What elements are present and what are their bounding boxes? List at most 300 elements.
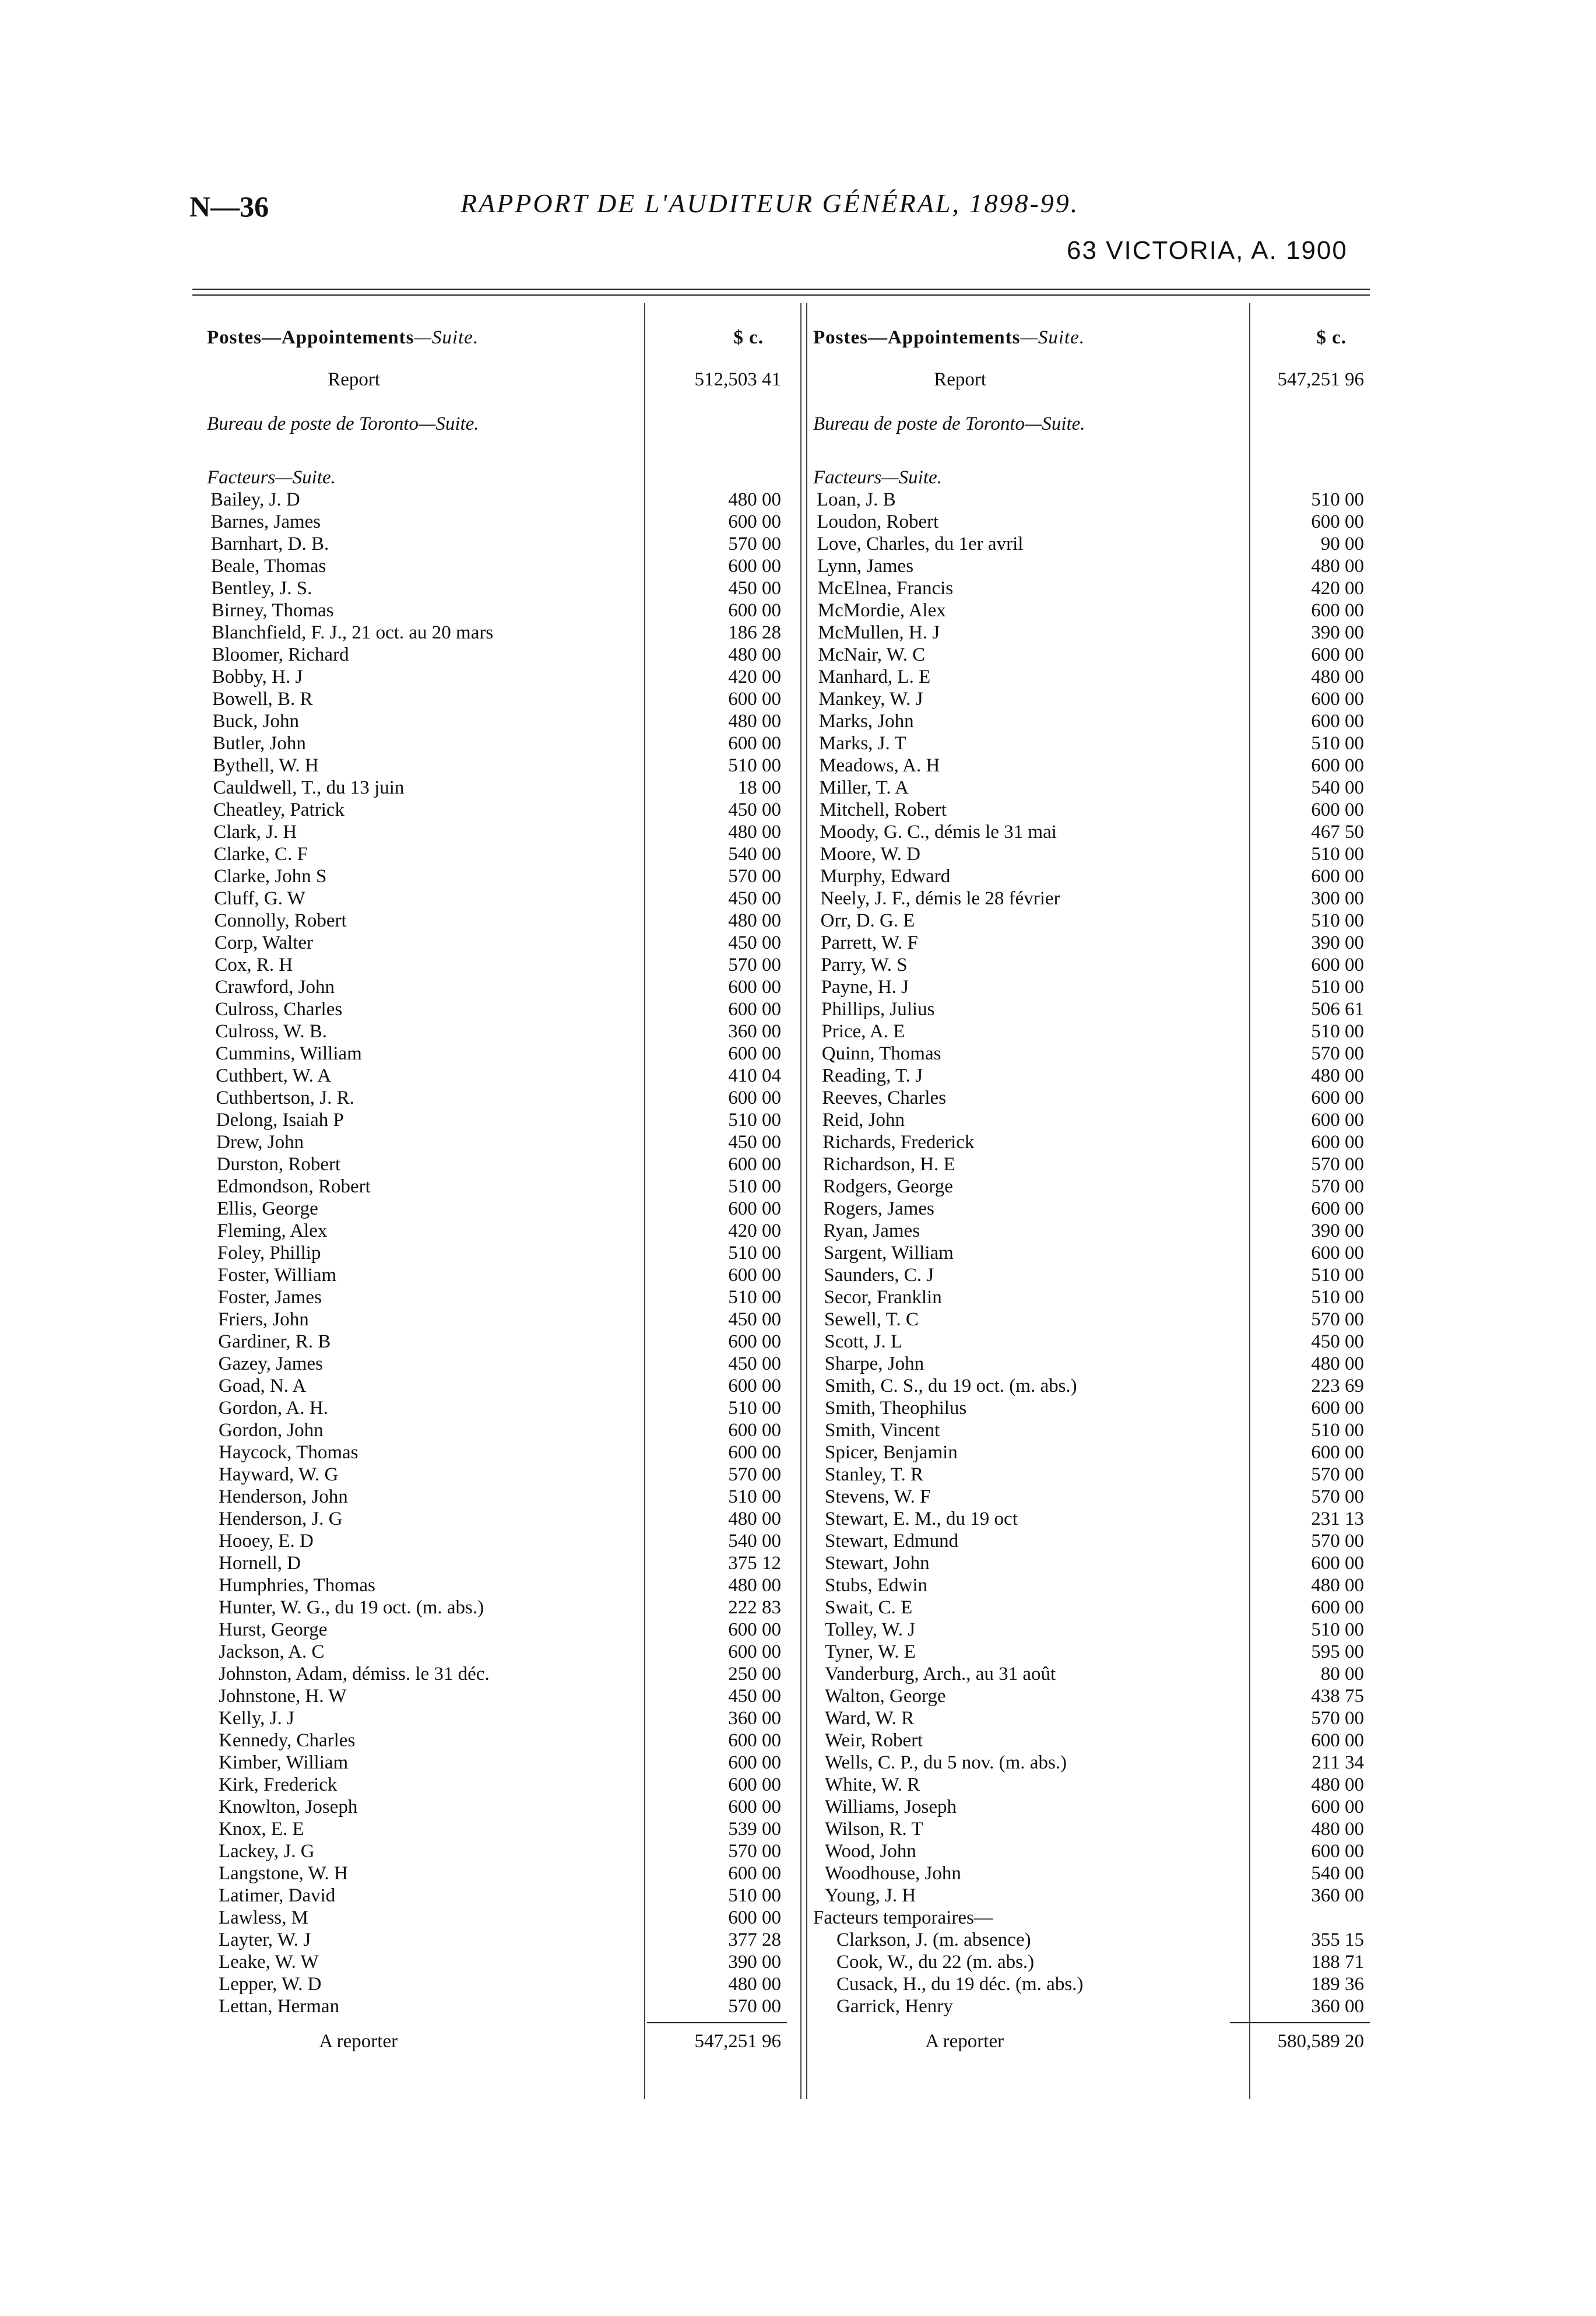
entry-amount: 600 00 — [1311, 1087, 1364, 1108]
office-subheading: Bureau de poste de Toronto—Suite. — [207, 413, 479, 434]
entry-name: Clark, J. H — [213, 822, 297, 843]
entry-amount: 600 00 — [728, 733, 781, 754]
entry-name: Hornell, D — [219, 1553, 301, 1574]
entry-name: Orr, D. G. E — [820, 910, 915, 931]
entry-amount: 450 00 — [728, 1686, 781, 1707]
entry-amount: 570 00 — [1311, 1486, 1364, 1507]
ledger-row — [207, 1729, 796, 1752]
entry-name: Johnstone, H. W — [219, 1686, 347, 1707]
entry-amount: 90 00 — [1320, 534, 1364, 555]
entry-amount: 420 00 — [728, 666, 781, 687]
entry-name: Hurst, George — [219, 1619, 328, 1640]
entry-name: Cauldwell, T., du 13 juin — [213, 777, 405, 798]
ledger-row — [813, 799, 1370, 821]
entry-amount: 600 00 — [728, 1043, 781, 1064]
entry-name: Gordon, John — [219, 1420, 324, 1441]
entry-amount: 360 00 — [1311, 1885, 1364, 1906]
entry-name: Moody, G. C., démis le 31 mai — [820, 822, 1057, 843]
ledger-row — [813, 1508, 1370, 1530]
entry-name: Rodgers, George — [822, 1176, 953, 1197]
ledger-row — [813, 1574, 1370, 1596]
ledger-row — [207, 976, 796, 998]
entry-name: Neely, J. F., démis le 28 février — [820, 888, 1060, 909]
ledger-row — [207, 1508, 796, 1530]
entry-name: Mankey, W. J — [818, 689, 923, 710]
entry-amount: 600 00 — [728, 600, 781, 621]
entry-name: Lettan, Herman — [219, 1996, 340, 2017]
ledger-row — [813, 1043, 1370, 1065]
entry-amount: 438 75 — [1311, 1686, 1364, 1707]
ledger-row — [813, 710, 1370, 732]
entry-name: Ryan, James — [823, 1220, 920, 1241]
section-label: Facteurs—Suite. — [813, 467, 942, 488]
ledger-row — [207, 577, 796, 599]
entry-name: Goad, N. A — [219, 1375, 307, 1396]
entry-name: Ellis, George — [217, 1198, 318, 1219]
ledger-row — [207, 1796, 796, 1818]
ledger-row — [207, 1242, 796, 1264]
entry-name: Corp, Walter — [215, 932, 314, 953]
ledger-row — [207, 1663, 796, 1685]
ledger-row — [207, 710, 796, 732]
entry-name: Vanderburg, Arch., au 31 août — [825, 1664, 1056, 1685]
entry-name: Culross, Charles — [215, 999, 343, 1020]
entry-name: Jackson, A. C — [219, 1641, 325, 1662]
entry-amount: 186 28 — [728, 622, 781, 643]
entry-name: Johnston, Adam, démiss. le 31 déc. — [219, 1664, 490, 1685]
ledger-row — [813, 1530, 1370, 1552]
entry-name: Garrick, Henry — [836, 1996, 953, 2017]
entry-amount: 600 00 — [728, 1331, 781, 1352]
entry-name: Lynn, James — [817, 556, 914, 577]
entry-name: Gordon, A. H. — [219, 1398, 328, 1419]
ledger-row — [813, 1596, 1370, 1619]
ledger-row — [813, 954, 1370, 976]
entry-name: Smith, Vincent — [825, 1420, 940, 1441]
ledger-row — [813, 1020, 1370, 1043]
entry-name: Sewell, T. C — [824, 1309, 919, 1330]
entry-name: Leake, W. W — [219, 1952, 319, 1973]
entry-name: Henderson, John — [219, 1486, 348, 1507]
entry-name: Haycock, Thomas — [219, 1442, 358, 1463]
ledger-row — [207, 932, 796, 954]
entry-name: Blanchfield, F. J., 21 oct. au 20 mars — [212, 622, 494, 643]
carry-forward-label: A reporter — [925, 2031, 1004, 2052]
entry-amount: 480 00 — [728, 1575, 781, 1596]
entry-name: Fleming, Alex — [217, 1220, 328, 1241]
entry-amount: 600 00 — [728, 1774, 781, 1795]
entry-name: Richards, Frederick — [822, 1132, 975, 1153]
ledger-row — [207, 599, 796, 622]
ledger-row — [207, 1109, 796, 1131]
entry-amount: 600 00 — [1311, 755, 1364, 776]
entry-amount: 480 00 — [1311, 666, 1364, 687]
entry-amount: 600 00 — [1311, 511, 1364, 532]
carry-forward-amount: 547,251 96 — [694, 2031, 781, 2052]
report-amount: 547,251 96 — [1277, 369, 1364, 390]
entry-amount: 540 00 — [728, 1531, 781, 1552]
entry-name: Tyner, W. E — [825, 1641, 916, 1662]
entry-name: Hayward, W. G — [219, 1464, 339, 1485]
ledger-row — [207, 1286, 796, 1308]
entry-amount: 570 00 — [1311, 1043, 1364, 1064]
ledger-row — [813, 622, 1370, 644]
entry-name: Bythell, W. H — [213, 755, 319, 776]
ledger-row — [813, 1286, 1370, 1308]
carry-forward-amount: 580,589 20 — [1277, 2031, 1364, 2052]
report-amount: 512,503 41 — [694, 369, 781, 390]
entry-amount: 600 00 — [728, 1907, 781, 1928]
entry-amount: 600 00 — [728, 689, 781, 710]
entry-amount: 480 00 — [728, 1508, 781, 1529]
entry-amount: 18 00 — [737, 777, 781, 798]
entry-name: Beale, Thomas — [211, 556, 326, 577]
entry-amount: 600 00 — [728, 1154, 781, 1175]
entry-amount: 480 00 — [728, 644, 781, 665]
entry-name: Bentley, J. S. — [211, 578, 312, 599]
ledger-row — [207, 1840, 796, 1862]
entry-name: Friers, John — [217, 1309, 309, 1330]
entry-name: Reading, T. J — [822, 1065, 923, 1086]
entry-amount: 480 00 — [728, 822, 781, 843]
temp-section-label: Facteurs temporaires— — [813, 1907, 993, 1928]
entry-name: Tolley, W. J — [825, 1619, 916, 1640]
ledger-row — [813, 1818, 1370, 1840]
office-subheading: Bureau de poste de Toronto—Suite. — [813, 413, 1085, 434]
section-label: Facteurs—Suite. — [207, 467, 336, 488]
entry-name: Reeves, Charles — [822, 1087, 947, 1108]
entry-amount: 570 00 — [1311, 1176, 1364, 1197]
entry-name: Lawless, M — [219, 1907, 308, 1928]
ledger-row — [207, 1641, 796, 1663]
entry-name: Scott, J. L — [824, 1331, 903, 1352]
ledger-row — [207, 1619, 796, 1641]
entry-name: Lepper, W. D — [219, 1974, 322, 1995]
ledger-row — [813, 1951, 1370, 1973]
ledger-row — [813, 887, 1370, 910]
entry-amount: 570 00 — [1311, 1531, 1364, 1552]
entry-amount: 539 00 — [728, 1819, 781, 1840]
report-label: Report — [328, 369, 381, 390]
entry-name: Williams, Joseph — [825, 1796, 957, 1817]
ledger-row — [207, 1153, 796, 1175]
entry-name: Butler, John — [212, 733, 306, 754]
ledger-row — [813, 1774, 1370, 1796]
entry-amount: 222 83 — [728, 1597, 781, 1618]
entry-amount: 480 00 — [1311, 1819, 1364, 1840]
entry-name: Stanley, T. R — [825, 1464, 923, 1485]
entry-name: Culross, W. B. — [215, 1021, 328, 1042]
entry-name: Woodhouse, John — [825, 1863, 961, 1884]
entry-amount: 480 00 — [728, 910, 781, 931]
entry-name: Foley, Phillip — [217, 1243, 321, 1264]
entry-amount: 480 00 — [1311, 1774, 1364, 1795]
entry-amount: 188 71 — [1311, 1952, 1364, 1973]
ledger-row — [207, 1308, 796, 1331]
entry-name: Cusack, H., du 19 déc. (m. abs.) — [836, 1974, 1084, 1995]
carry-forward-label: A reporter — [319, 2031, 398, 2052]
entry-name: Edmondson, Robert — [216, 1176, 371, 1197]
entry-amount: 570 00 — [1311, 1708, 1364, 1729]
entry-amount: 595 00 — [1311, 1641, 1364, 1662]
entry-name: McElnea, Francis — [817, 578, 954, 599]
entry-name: Phillips, Julius — [821, 999, 935, 1020]
entry-amount: 390 00 — [1311, 932, 1364, 953]
ledger-row — [813, 1198, 1370, 1220]
entry-name: Barnes, James — [210, 511, 321, 532]
ledger-row — [207, 489, 796, 511]
ledger-row — [813, 533, 1370, 555]
entry-amount: 600 00 — [1311, 1198, 1364, 1219]
entry-amount: 510 00 — [1311, 1420, 1364, 1441]
entry-name: Buck, John — [212, 711, 299, 732]
ledger-row — [813, 732, 1370, 755]
entry-amount: 510 00 — [728, 1287, 781, 1308]
entry-name: Smith, C. S., du 19 oct. (m. abs.) — [825, 1375, 1077, 1396]
entry-name: Kennedy, Charles — [219, 1730, 356, 1751]
entry-amount: 420 00 — [1311, 578, 1364, 599]
entry-name: Connolly, Robert — [214, 910, 347, 931]
entry-name: Barnhart, D. B. — [210, 534, 329, 555]
entry-name: Young, J. H — [825, 1885, 916, 1906]
entry-amount: 510 00 — [728, 755, 781, 776]
entry-amount: 467 50 — [1311, 822, 1364, 843]
entry-name: Hooey, E. D — [219, 1531, 314, 1552]
entry-name: Loan, J. B — [817, 489, 896, 510]
column-heading-suffix: —Suite. — [1020, 327, 1085, 348]
ledger-row — [813, 1308, 1370, 1331]
ledger-row — [207, 1752, 796, 1774]
entry-amount: 450 00 — [728, 1353, 781, 1374]
entry-amount: 510 00 — [1311, 489, 1364, 510]
column-heading — [813, 327, 1085, 349]
entry-amount: 600 00 — [1311, 600, 1364, 621]
entry-name: Price, A. E — [821, 1021, 905, 1042]
entry-amount: 570 00 — [728, 1464, 781, 1485]
ledger-row — [813, 1131, 1370, 1153]
entry-amount: 211 34 — [1312, 1752, 1364, 1773]
entry-name: Cox, R. H — [215, 955, 293, 975]
entry-amount: 410 04 — [728, 1065, 781, 1086]
entry-amount: 390 00 — [728, 1952, 781, 1973]
ledger-row — [813, 1109, 1370, 1131]
entry-amount: 600 00 — [728, 1442, 781, 1463]
entry-name: Manhard, L. E — [818, 666, 931, 687]
center-divider — [800, 303, 801, 2099]
ledger-row — [207, 644, 796, 666]
ledger-row — [813, 1264, 1370, 1286]
entry-name: Cuthbert, W. A — [216, 1065, 332, 1086]
entry-amount: 510 00 — [1311, 1287, 1364, 1308]
entry-amount: 600 00 — [728, 1420, 781, 1441]
entry-name: Gazey, James — [218, 1353, 323, 1374]
entry-amount: 450 00 — [728, 1309, 781, 1330]
entry-amount: 510 00 — [1311, 1021, 1364, 1042]
entry-amount: 231 13 — [1311, 1508, 1364, 1529]
entry-amount: 510 00 — [728, 1486, 781, 1507]
ledger-row — [207, 1131, 796, 1153]
entry-amount: 510 00 — [1311, 844, 1364, 865]
entry-name: Stevens, W. F — [825, 1486, 931, 1507]
entry-name: Marks, J. T — [818, 733, 906, 754]
ledger-row — [813, 489, 1370, 511]
entry-amount: 540 00 — [728, 844, 781, 865]
entry-name: McMullen, H. J — [818, 622, 940, 643]
entry-amount: 506 61 — [1311, 999, 1364, 1020]
entry-name: Murphy, Edward — [820, 866, 951, 887]
entry-name: Layter, W. J — [219, 1929, 311, 1950]
ledger-row — [207, 1685, 796, 1707]
ledger-row — [207, 1353, 796, 1375]
ledger-row — [207, 1530, 796, 1552]
entry-amount: 600 00 — [1311, 799, 1364, 820]
entry-amount: 360 00 — [1311, 1996, 1364, 2017]
entry-name: Foster, James — [217, 1287, 322, 1308]
ledger-row — [207, 1264, 796, 1286]
entry-name: Stewart, E. M., du 19 oct — [825, 1508, 1018, 1529]
ledger-row — [207, 555, 796, 577]
ledger-row — [813, 1729, 1370, 1752]
entry-amount: 450 00 — [728, 1132, 781, 1153]
entry-amount: 510 00 — [728, 1885, 781, 1906]
ledger-row — [813, 1707, 1370, 1729]
page-title: RAPPORT DE L'AUDITEUR GÉNÉRAL, 1898-99. — [460, 188, 1080, 218]
entry-name: Delong, Isaiah P — [216, 1110, 344, 1131]
entry-name: Knox, E. E — [219, 1819, 304, 1840]
top-rule-2 — [192, 294, 1370, 296]
ledger-row — [813, 1419, 1370, 1441]
entry-amount: 600 00 — [728, 1641, 781, 1662]
left-column — [207, 327, 796, 2105]
total-rule — [647, 2022, 787, 2023]
ledger-row — [207, 1198, 796, 1220]
entry-name: Swait, C. E — [825, 1597, 913, 1618]
entry-amount: 600 00 — [728, 1087, 781, 1108]
entry-name: Sharpe, John — [824, 1353, 924, 1374]
entry-name: Parrett, W. F — [821, 932, 918, 953]
report-label: Report — [934, 369, 987, 390]
entry-name: Cummins, William — [215, 1043, 362, 1064]
ledger-row — [207, 666, 796, 688]
entry-name: Stewart, John — [825, 1553, 930, 1574]
currency-label: $ c. — [1316, 327, 1347, 348]
ledger-row — [207, 998, 796, 1020]
entry-amount: 600 00 — [728, 1752, 781, 1773]
entry-name: Henderson, J. G — [219, 1508, 343, 1529]
ledger-row — [207, 954, 796, 976]
entry-amount: 600 00 — [1311, 1597, 1364, 1618]
ledger-row — [813, 755, 1370, 777]
entry-name: White, W. R — [825, 1774, 920, 1795]
ledger-row — [813, 976, 1370, 998]
entry-amount: 450 00 — [1311, 1331, 1364, 1352]
entry-amount: 480 00 — [728, 489, 781, 510]
ledger-row — [813, 1242, 1370, 1264]
entry-name: Clarke, C. F — [213, 844, 308, 865]
entry-name: Lackey, J. G — [219, 1841, 315, 1862]
entry-amount: 600 00 — [1311, 1243, 1364, 1264]
ledger-row — [207, 1419, 796, 1441]
ledger-row — [207, 1486, 796, 1508]
currency-label: $ c. — [733, 327, 764, 348]
entry-name: Kimber, William — [219, 1752, 349, 1773]
entry-amount: 390 00 — [1311, 1220, 1364, 1241]
ledger-row — [813, 843, 1370, 865]
ledger-row — [207, 777, 796, 799]
entry-name: Weir, Robert — [825, 1730, 923, 1751]
entry-name: Loudon, Robert — [817, 511, 939, 532]
right-column — [813, 327, 1370, 2105]
entry-name: Bloomer, Richard — [212, 644, 349, 665]
entry-name: Wilson, R. T — [825, 1819, 923, 1840]
ledger-row — [813, 1840, 1370, 1862]
entry-amount: 360 00 — [728, 1021, 781, 1042]
entry-amount: 223 69 — [1311, 1375, 1364, 1396]
entry-amount: 250 00 — [728, 1664, 781, 1685]
ledger-row — [207, 1862, 796, 1885]
ledger-row — [813, 932, 1370, 954]
entry-name: Stewart, Edmund — [825, 1531, 959, 1552]
ledger-row — [207, 1707, 796, 1729]
entry-amount: 600 00 — [1311, 1132, 1364, 1153]
ledger-row — [813, 555, 1370, 577]
entry-name: Sargent, William — [823, 1243, 954, 1264]
ledger-row — [207, 1464, 796, 1486]
entry-name: Foster, William — [217, 1265, 337, 1286]
column-heading-main: Postes—Appointements — [207, 327, 414, 348]
entry-amount: 600 00 — [728, 1796, 781, 1817]
entry-name: Bobby, H. J — [212, 666, 303, 687]
ledger-row — [813, 865, 1370, 887]
entry-amount: 600 00 — [728, 1198, 781, 1219]
entry-amount: 570 00 — [1311, 1464, 1364, 1485]
entry-amount: 600 00 — [1311, 689, 1364, 710]
ledger-row — [813, 1087, 1370, 1109]
entry-name: Saunders, C. J — [824, 1265, 934, 1286]
ledger-row — [207, 1574, 796, 1596]
entry-amount: 600 00 — [1311, 1553, 1364, 1574]
ledger-row — [207, 1596, 796, 1619]
entry-name: Knowlton, Joseph — [219, 1796, 358, 1817]
entry-amount: 510 00 — [728, 1243, 781, 1264]
entry-amount: 420 00 — [728, 1220, 781, 1241]
entry-name: Cuthbertson, J. R. — [216, 1087, 354, 1108]
ledger-row — [207, 1175, 796, 1198]
ledger-row — [813, 1375, 1370, 1397]
entry-name: Clarke, John S — [213, 866, 327, 887]
entry-name: Secor, Franklin — [824, 1287, 942, 1308]
entry-name: Bailey, J. D — [210, 489, 300, 510]
ledger-row — [813, 1862, 1370, 1885]
ledger-row — [813, 998, 1370, 1020]
entry-amount: 510 00 — [1311, 1265, 1364, 1286]
ledger-row — [813, 1885, 1370, 1907]
entry-amount: 355 15 — [1311, 1929, 1364, 1950]
ledger-row — [207, 843, 796, 865]
ledger-row — [813, 1929, 1370, 1951]
page-number: N—36 — [189, 190, 269, 223]
entry-name: Walton, George — [825, 1686, 946, 1707]
entry-amount: 390 00 — [1311, 622, 1364, 643]
ledger-row — [813, 1619, 1370, 1641]
ledger-row — [813, 910, 1370, 932]
ledger-row — [207, 1043, 796, 1065]
entry-name: Cluff, G. W — [214, 888, 305, 909]
ledger-row — [207, 1552, 796, 1574]
entry-name: Rogers, James — [823, 1198, 934, 1219]
entry-name: Wood, John — [825, 1841, 916, 1862]
entry-amount: 540 00 — [1311, 777, 1364, 798]
